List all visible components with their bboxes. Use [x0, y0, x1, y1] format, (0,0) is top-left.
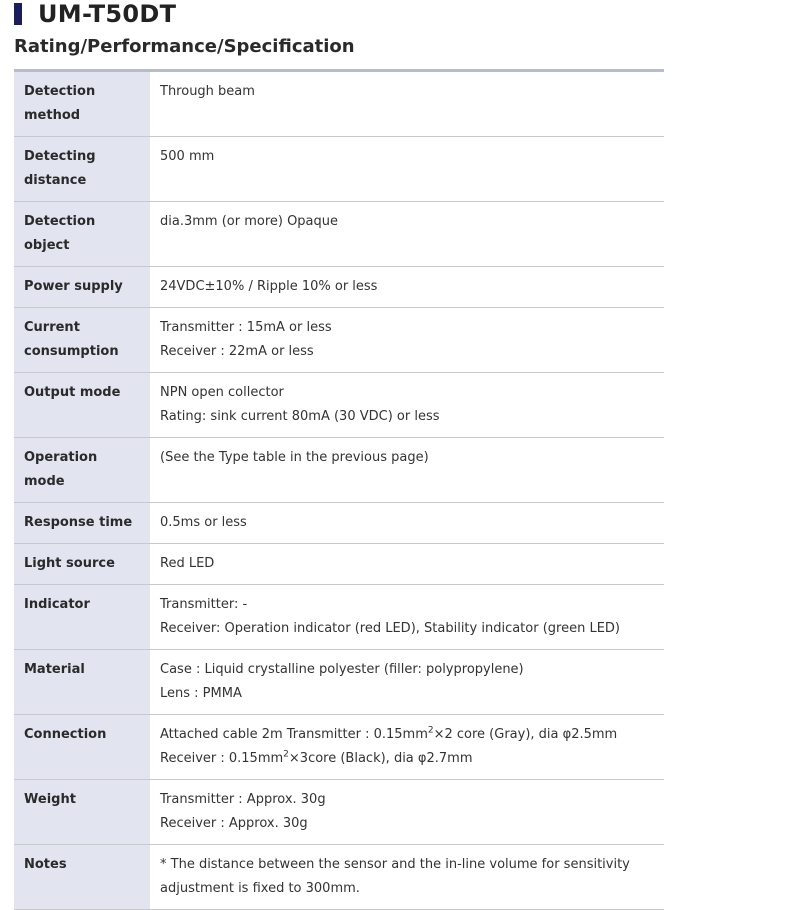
spec-value-line: Through beam: [160, 84, 255, 99]
spec-value: [150, 780, 664, 845]
spec-value-line: Receiver : 22mA or less: [160, 344, 314, 359]
spec-label: Detecting distance: [14, 137, 150, 202]
table-row: [14, 308, 664, 373]
spec-value-line: Receiver : Approx. 30g: [160, 816, 308, 831]
spec-value-line: Case : Liquid crystalline polyester (filler: polypropylene): [160, 662, 524, 677]
spec-value: [150, 650, 664, 715]
table-row: [14, 544, 664, 585]
spec-value-line: [160, 747, 654, 771]
spec-label: Weight: [14, 780, 150, 845]
spec-value-line: Receiver: Operation indicator (red LED), Stability indicator (green LED): [160, 621, 620, 636]
spec-value-line: NPN open collector: [160, 385, 284, 400]
spec-table: [14, 69, 664, 910]
spec-value-line: * The distance between the sensor and the in-line volume for sensitivity adjustment is fixed to 300mm.: [160, 857, 630, 896]
spec-value: [150, 438, 664, 503]
spec-value-line: 500 mm: [160, 149, 215, 164]
spec-value-line: Transmitter : Approx. 30g: [160, 792, 326, 807]
table-row: [14, 438, 664, 503]
spec-value-line: Rating: sink current 80mA (30 VDC) or less: [160, 409, 440, 424]
spec-value-line: dia.3mm (or more) Opaque: [160, 214, 339, 229]
spec-value-line: [160, 723, 654, 747]
spec-label: Light source: [14, 544, 150, 585]
spec-value-line: 0.5ms or less: [160, 515, 247, 530]
spec-value: [150, 373, 664, 438]
spec-value-line: Lens : PMMA: [160, 686, 242, 701]
spec-value: [150, 845, 664, 910]
spec-value: [150, 202, 664, 267]
spec-value-line: Transmitter : 15mA or less: [160, 320, 332, 335]
table-row: [14, 267, 664, 308]
spec-value: [150, 137, 664, 202]
product-title: [14, 0, 176, 28]
connection-text: ×3core (Black), dia φ2.7mm: [288, 751, 473, 766]
table-row: [14, 585, 664, 650]
spec-label: Output mode: [14, 373, 150, 438]
spec-label: Detection method: [14, 71, 150, 137]
product-model: UM-T50DT: [38, 0, 177, 28]
table-row: [14, 373, 664, 438]
table-row: [14, 137, 664, 202]
table-row: [14, 780, 664, 845]
spec-label: Material: [14, 650, 150, 715]
spec-value: [150, 503, 664, 544]
spec-label: Operation mode: [14, 438, 150, 503]
superscript: 2: [427, 725, 434, 736]
table-row: [14, 715, 664, 780]
table-row: [14, 845, 664, 910]
table-row: [14, 202, 664, 267]
spec-label: Detection object: [14, 202, 150, 267]
superscript: 2: [283, 749, 289, 760]
connection-text: Attached cable 2m Transmitter : 0.15mm: [160, 727, 428, 742]
spec-label: Connection: [14, 715, 150, 780]
spec-label: Notes: [14, 845, 150, 910]
spec-label: Power supply: [14, 267, 150, 308]
table-row: [14, 71, 664, 137]
spec-value-line: (See the Type table in the previous page): [160, 450, 429, 465]
spec-label: Response time: [14, 503, 150, 544]
spec-label: Current consumption: [14, 308, 150, 373]
spec-value: [150, 71, 664, 137]
spec-value: [150, 585, 664, 650]
table-row: [14, 503, 664, 544]
title-accent-bar: [14, 3, 22, 25]
spec-label: Indicator: [14, 585, 150, 650]
connection-text: Receiver : 0.15mm: [160, 751, 284, 766]
spec-value: [150, 715, 664, 780]
spec-value: [150, 267, 664, 308]
section-title: Rating/Performance/Specification: [14, 36, 355, 57]
connection-text: ×2 core (Gray), dia φ2.5mm: [433, 727, 618, 742]
spec-value-line: Transmitter: -: [160, 597, 248, 612]
spec-value: [150, 544, 664, 585]
spec-value-line: Red LED: [160, 556, 215, 571]
spec-value-line: 24VDC±10% / Ripple 10% or less: [160, 279, 378, 294]
table-row: [14, 650, 664, 715]
spec-value: [150, 308, 664, 373]
